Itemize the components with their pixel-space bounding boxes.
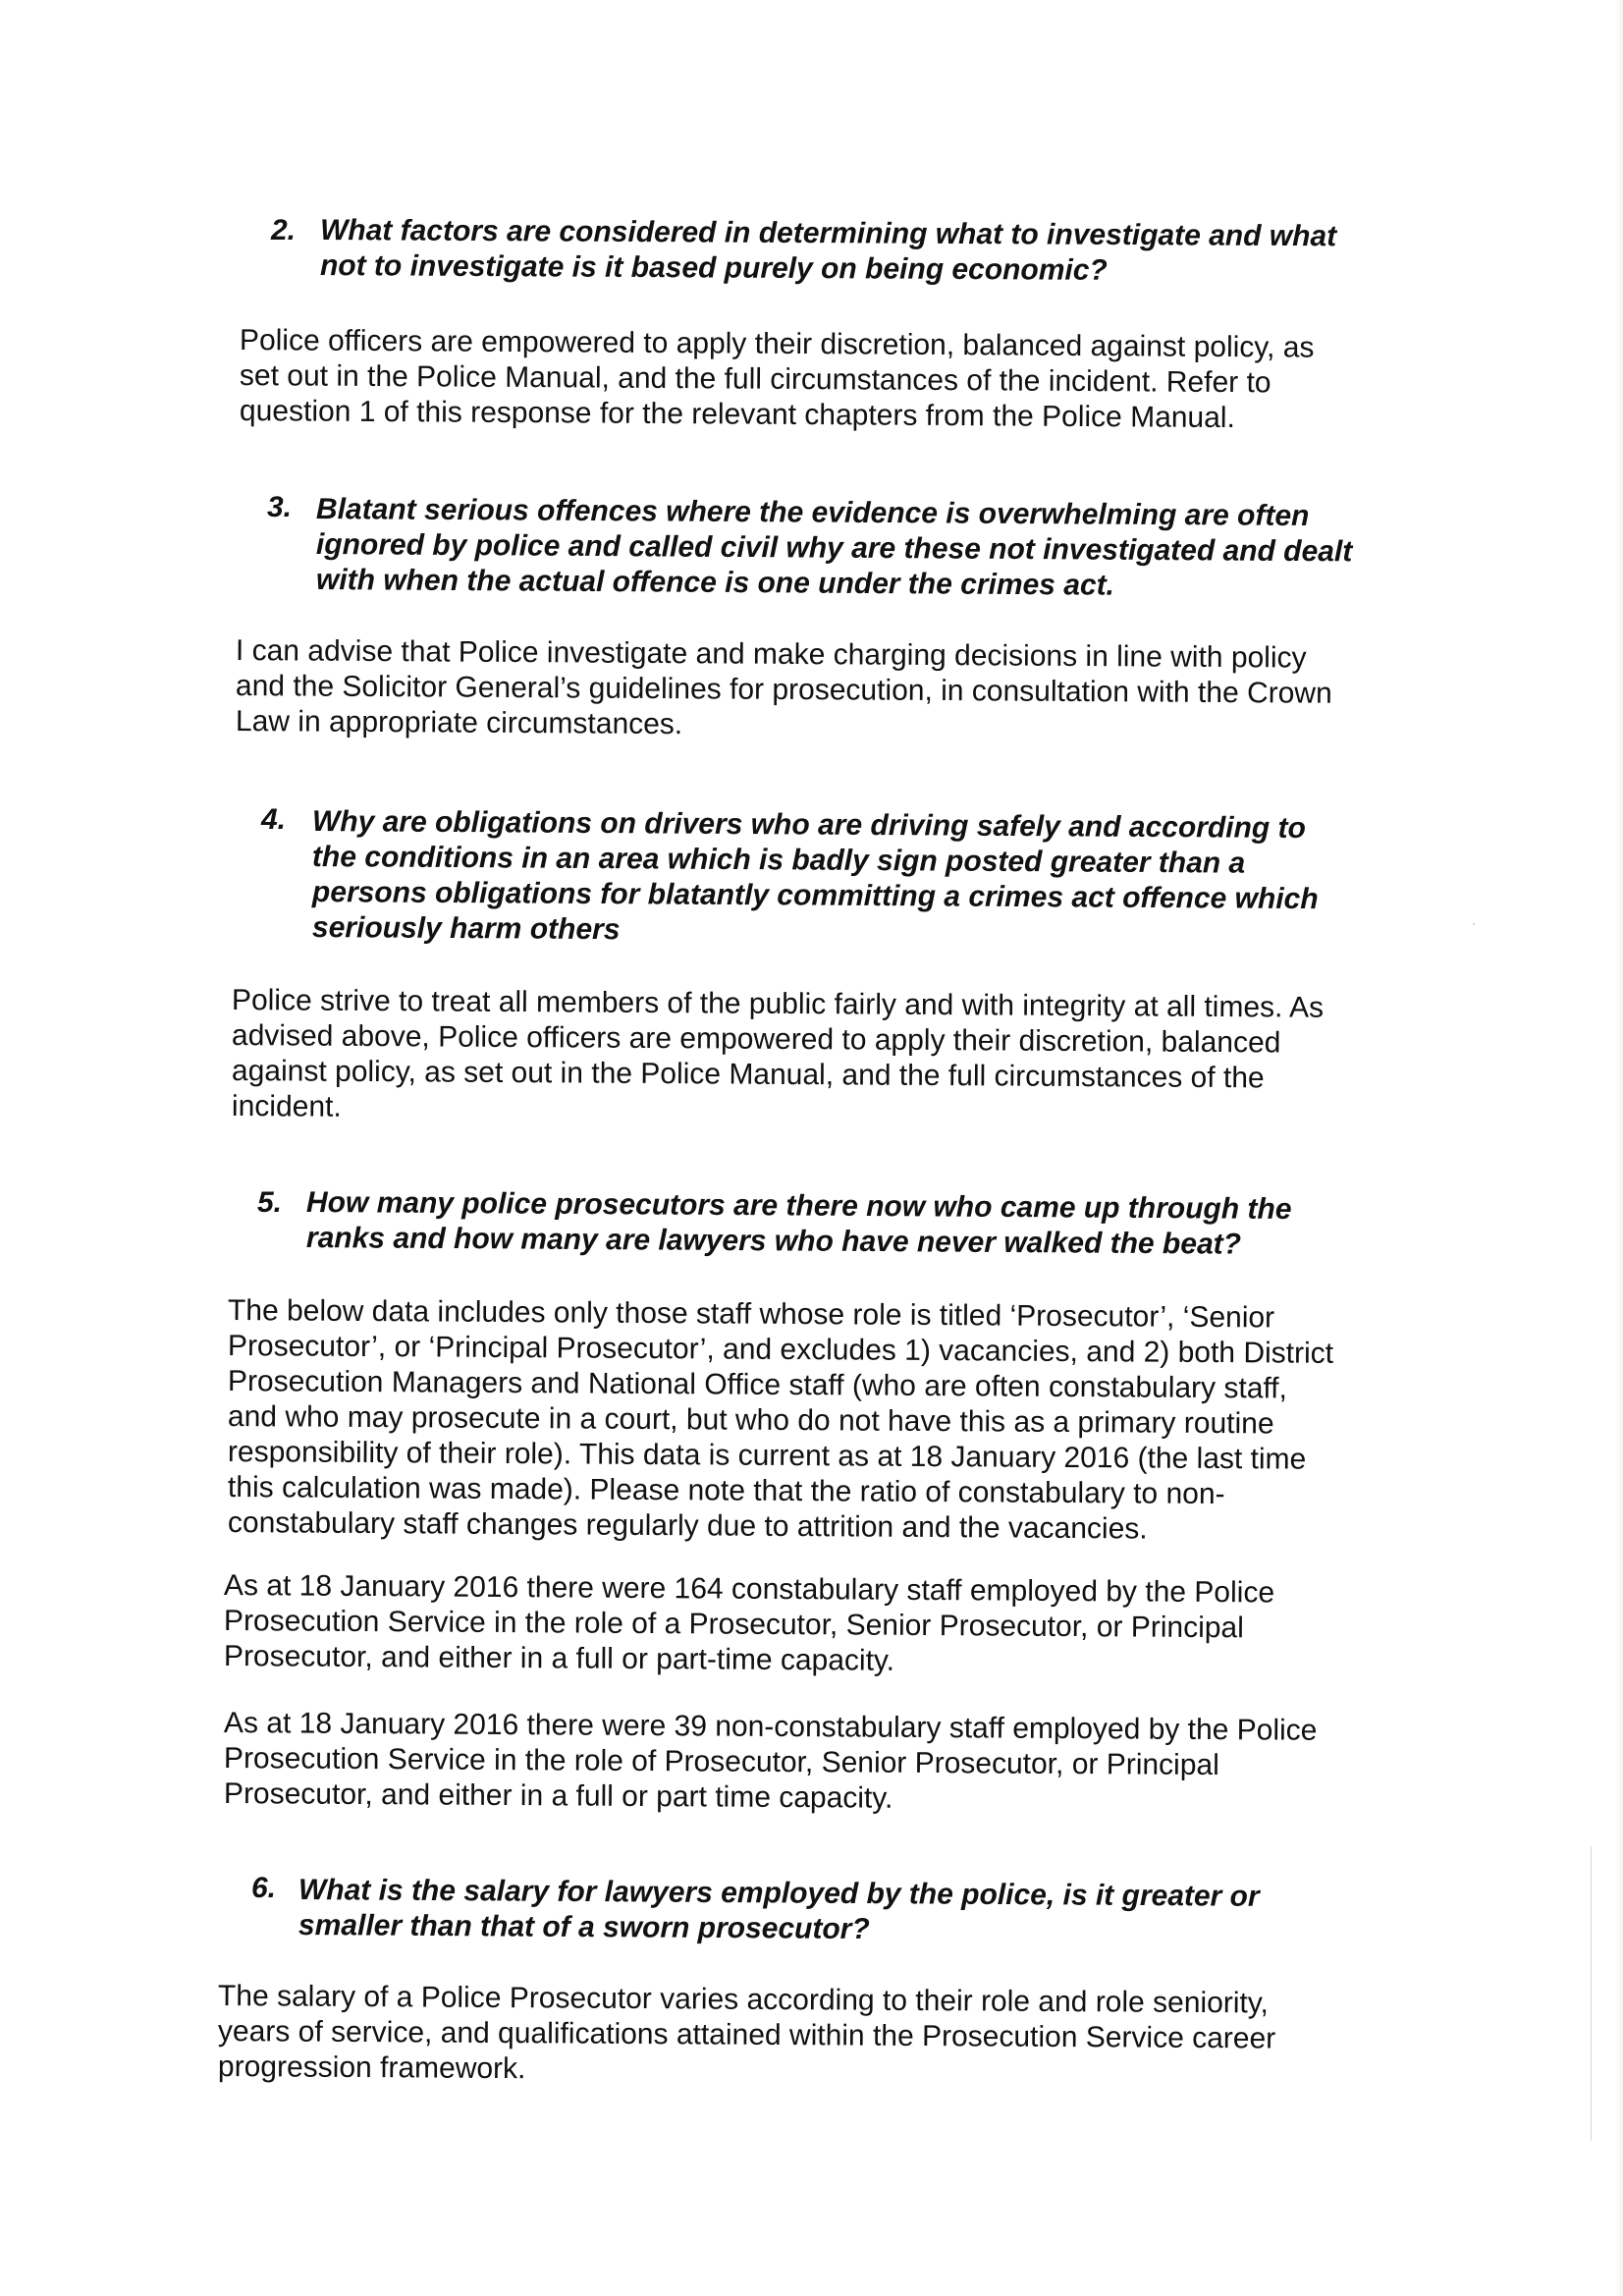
question-text-line: with when the actual offence is one under the crimes act. bbox=[315, 564, 1115, 602]
answer-text-line: years of service, and qualifications attained within the Prosecution Service career bbox=[217, 2015, 1276, 2055]
question-text-line: How many police prosecutors are there now who came up through the bbox=[305, 1186, 1292, 1227]
answer-text-line: The salary of a Police Prosecutor varies according to their role and role seniority, bbox=[217, 1980, 1270, 2020]
answer-text-line: I can advise that Police investigate and make charging decisions in line with policy bbox=[235, 634, 1307, 675]
answer-text-line: Police officers are empowered to apply their discretion, balanced against policy, as bbox=[239, 324, 1315, 364]
answer-text-line: Prosecution Service in the role of Prosecutor, Senior Prosecutor, or Principal bbox=[223, 1742, 1219, 1782]
question-number: 4. bbox=[261, 803, 287, 836]
question-number: 3. bbox=[267, 491, 293, 523]
answer-text-line: against policy, as set out in the Police Manual, and the full circumstances of the bbox=[231, 1055, 1265, 1095]
question-text-line: Why are obligations on drivers who are driving safely and according to bbox=[311, 805, 1306, 846]
answer-text-line: progression framework. bbox=[217, 2050, 526, 2086]
answer-text-line: set out in the Police Manual, and the full circumstances of the incident. Refer to bbox=[239, 359, 1271, 400]
answer-text-line: incident. bbox=[231, 1090, 342, 1123]
answer-text-line: As at 18 January 2016 there were 39 non-constabulary staff employed by the Police bbox=[223, 1707, 1318, 1747]
question-text-line: Blatant serious offences where the evidence is overwhelming are often bbox=[315, 493, 1310, 533]
answer-text-line: and the Solicitor General’s guidelines for prosecution, in consultation with the Crown bbox=[235, 670, 1332, 710]
question-text-line: ranks and how many are lawyers who have never walked the beat? bbox=[305, 1222, 1242, 1261]
question-text-line: What factors are considered in determining what to investigate and what bbox=[319, 214, 1337, 253]
answer-text-line: and who may prosecute in a court, but who do not have this as a primary routine bbox=[227, 1400, 1274, 1441]
question-text-line: not to investigate is it based purely on being economic? bbox=[319, 249, 1108, 287]
answer-text-line: Prosecution Managers and National Office staff (who are often constabulary staff, bbox=[227, 1365, 1288, 1405]
answer-text-line: Prosecutor’, or ‘Principal Prosecutor’, and excludes 1) vacancies, and 2) both District bbox=[227, 1330, 1334, 1370]
answer-text-line: As at 18 January 2016 there were 164 constabulary staff employed by the Police bbox=[223, 1569, 1275, 1610]
question-number: 2. bbox=[271, 214, 297, 246]
answer-text-line: Prosecution Service in the role of a Prosecutor, Senior Prosecutor, or Principal bbox=[223, 1605, 1244, 1645]
answer-text-line: question 1 of this response for the relevant chapters from the Police Manual. bbox=[239, 395, 1236, 435]
question-text-line: What is the salary for lawyers employed by the police, is it greater or bbox=[298, 1874, 1260, 1913]
scan-edge-line bbox=[1591, 1846, 1592, 2141]
question-text-line: ignored by police and called civil why are these not investigated and dealt bbox=[315, 528, 1353, 569]
question-text-line: the conditions in an area which is badly sign posted greater than a bbox=[311, 841, 1246, 880]
question-text-line: smaller than that of a sworn prosecutor? bbox=[298, 1909, 870, 1946]
scan-speck bbox=[1473, 923, 1475, 925]
answer-text-line: constabulary staff changes regularly due to attrition and the vacancies. bbox=[227, 1506, 1148, 1546]
question-number: 6. bbox=[251, 1872, 277, 1904]
question-text-line: seriously harm others bbox=[311, 911, 621, 947]
answer-text-line: advised above, Police officers are empowered to apply their discretion, balanced bbox=[231, 1019, 1281, 1060]
answer-text-line: Prosecutor, and either in a full or part-time capacity. bbox=[223, 1640, 895, 1677]
answer-text-line: Police strive to treat all members of the public fairly and with integrity at all times. As bbox=[231, 984, 1325, 1024]
answer-text-line: responsibility of their role). This data is current as at 18 January 2016 (the last time bbox=[227, 1436, 1307, 1476]
question-number: 5. bbox=[257, 1186, 283, 1219]
answer-text-line: this calculation was made). Please note that the ratio of constabulary to non- bbox=[227, 1471, 1225, 1511]
answer-text-line: The below data includes only those staff whose role is titled ‘Prosecutor’, ‘Senior bbox=[227, 1294, 1275, 1335]
answer-text-line: Law in appropriate circumstances. bbox=[235, 705, 683, 741]
question-text-line: persons obligations for blatantly committing a crimes act offence which bbox=[311, 876, 1319, 916]
scan-edge-shadow bbox=[1615, 0, 1623, 2296]
answer-text-line: Prosecutor, and either in a full or part time capacity. bbox=[223, 1777, 893, 1815]
